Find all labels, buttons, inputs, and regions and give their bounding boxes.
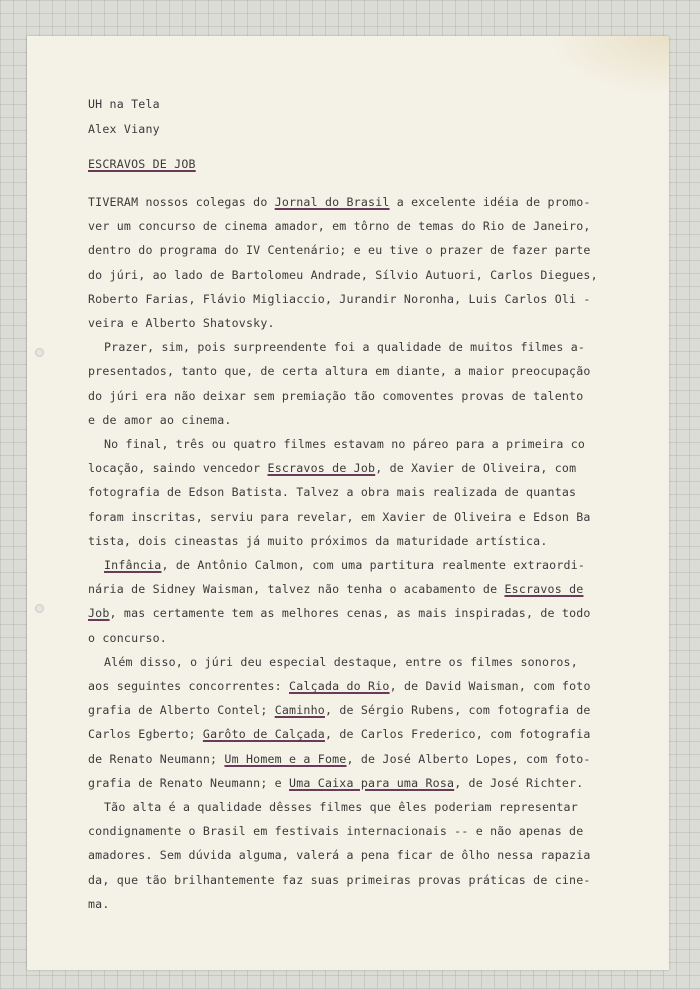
article-title bbox=[88, 152, 628, 177]
text-line bbox=[88, 722, 628, 746]
text-segment: fotografia de Edson Batista. Talvez a obra mais realizada de quantas bbox=[88, 485, 577, 500]
underlined-film-title: Jornal do Brasil bbox=[274, 195, 390, 209]
text-line bbox=[88, 553, 628, 577]
text-line bbox=[88, 311, 628, 335]
punch-hole-top bbox=[35, 348, 44, 357]
text-segment: tista, dois cineastas já muito próximos da maturidade artística. bbox=[88, 533, 548, 548]
text-segment: ma. bbox=[88, 896, 110, 911]
text-line bbox=[88, 408, 628, 432]
underlined-film-title: Infância bbox=[104, 558, 162, 573]
text-segment: da, que tão brilhantemente faz suas primeiras provas práticas de cine- bbox=[88, 872, 591, 887]
text-line bbox=[88, 529, 628, 553]
text-segment: , de Xavier de Oliveira, com bbox=[375, 461, 577, 476]
text-segment: ver um concurso de cinema amador, em tôrno de temas do Rio de Janeiro, bbox=[88, 219, 591, 234]
text-segment: Carlos Egberto; bbox=[88, 727, 203, 742]
text-line bbox=[88, 263, 628, 287]
text-segment: Prazer, sim, pois surpreendente foi a qualidade de muitos filmes a- bbox=[104, 340, 586, 355]
text-segment: a excelente idéia de promo- bbox=[389, 195, 591, 209]
text-segment: , de Carlos Frederico, com fotografia bbox=[324, 727, 591, 742]
text-segment: nária de Sidney Waisman, talvez não tenha o acabamento de bbox=[88, 582, 505, 597]
text-segment: locação, saindo vencedor bbox=[88, 461, 268, 476]
text-segment: condignamente o Brasil em festivais internacionais -- e não apenas de bbox=[88, 824, 584, 839]
text-line bbox=[88, 601, 628, 625]
text-segment: Além disso, o júri deu especial destaque, entre os filmes sonoros, bbox=[104, 654, 578, 669]
text-segment: Tão alta é a qualidade dêsses filmes que êles poderiam representar bbox=[104, 800, 578, 815]
paragraph bbox=[88, 335, 628, 432]
underlined-film-title: Escravos de Job bbox=[267, 461, 376, 476]
text-segment: , de Sérgio Rubens, com fotografia de bbox=[324, 703, 591, 718]
underlined-film-title: Escravos de bbox=[504, 582, 584, 597]
underlined-film-title: Job bbox=[88, 606, 110, 621]
paragraph bbox=[88, 553, 628, 650]
text-segment: grafia de Alberto Contel; bbox=[88, 703, 275, 718]
text-segment: aos seguintes concorrentes: bbox=[88, 679, 290, 694]
text-segment: , de Antônio Calmon, com uma partitura realmente extraordi- bbox=[161, 558, 586, 573]
text-line bbox=[88, 505, 628, 529]
paragraph bbox=[88, 432, 628, 553]
paragraph bbox=[88, 650, 628, 795]
text-line bbox=[88, 432, 628, 456]
paragraph bbox=[88, 190, 628, 335]
text-segment: de Renato Neumann; bbox=[88, 751, 225, 766]
text-line bbox=[88, 480, 628, 504]
text-segment: TIVERAM nossos colegas do bbox=[88, 195, 275, 209]
text-line bbox=[88, 577, 628, 601]
text-segment: do júri era não deixar sem premiação tão comoventes provas de talento bbox=[88, 388, 584, 403]
text-line bbox=[88, 843, 628, 867]
text-line bbox=[88, 868, 628, 892]
text-line bbox=[88, 214, 628, 238]
underlined-film-title: Caminho bbox=[274, 703, 325, 718]
text-segment: grafia de Renato Neumann; e bbox=[88, 775, 290, 790]
text-line bbox=[88, 698, 628, 722]
text-segment: amadores. Sem dúvida alguma, valerá a pena ficar de ôlho nessa rapazia bbox=[88, 848, 591, 863]
text-line bbox=[88, 456, 628, 480]
text-line bbox=[88, 359, 628, 383]
text-line bbox=[88, 287, 628, 311]
text-line bbox=[88, 238, 628, 262]
article-paragraphs bbox=[88, 190, 628, 916]
text-segment: dentro do programa do IV Centenário; e eu tive o prazer de fazer parte bbox=[88, 243, 591, 258]
text-line bbox=[88, 190, 628, 214]
underlined-film-title: Um Homem e a Fome bbox=[224, 751, 347, 766]
text-segment: foram inscritas, serviu para revelar, em Xavier de Oliveira e Edson Ba bbox=[88, 509, 591, 524]
text-segment: , de José Alberto Lopes, com foto- bbox=[346, 751, 591, 766]
author-name: Alex Viany bbox=[88, 122, 160, 136]
text-line bbox=[88, 335, 628, 359]
underlined-film-title: Garôto de Calçada bbox=[202, 727, 325, 742]
text-line bbox=[88, 892, 628, 916]
text-line bbox=[88, 819, 628, 843]
text-segment: , de David Waisman, com foto bbox=[389, 679, 591, 694]
text-segment: , mas certamente tem as melhores cenas, as mais inspiradas, de todo bbox=[109, 606, 591, 621]
text-line bbox=[88, 795, 628, 819]
column-name: UH na Tela bbox=[88, 97, 160, 111]
punch-hole-bottom bbox=[35, 604, 44, 613]
text-segment: do júri, ao lado de Bartolomeu Andrade, Sílvio Autuori, Carlos Diegues, bbox=[88, 267, 598, 282]
text-line bbox=[88, 747, 628, 771]
text-segment: Roberto Farias, Flávio Migliaccio, Jurandir Noronha, Luis Carlos Oli - bbox=[88, 291, 591, 306]
underlined-film-title: Uma Caixa para uma Rosa bbox=[289, 775, 455, 790]
text-line bbox=[88, 650, 628, 674]
underlined-film-title: Calçada do Rio bbox=[289, 679, 390, 694]
text-segment: , de José Richter. bbox=[454, 775, 584, 790]
document-body bbox=[88, 92, 628, 916]
text-segment: No final, três ou quatro filmes estavam no páreo para a primeira co bbox=[104, 437, 586, 452]
text-segment: o concurso. bbox=[88, 630, 167, 645]
article-title-text: ESCRAVOS DE JOB bbox=[88, 157, 196, 171]
text-line bbox=[88, 674, 628, 698]
text-segment: e de amor ao cinema. bbox=[88, 412, 232, 427]
text-line bbox=[88, 771, 628, 795]
text-line bbox=[88, 626, 628, 650]
text-line bbox=[88, 384, 628, 408]
text-segment: presentados, tanto que, de certa altura em diante, a maior preocupação bbox=[88, 364, 591, 379]
paragraph bbox=[88, 795, 628, 916]
text-segment: veira e Alberto Shatovsky. bbox=[88, 316, 275, 331]
